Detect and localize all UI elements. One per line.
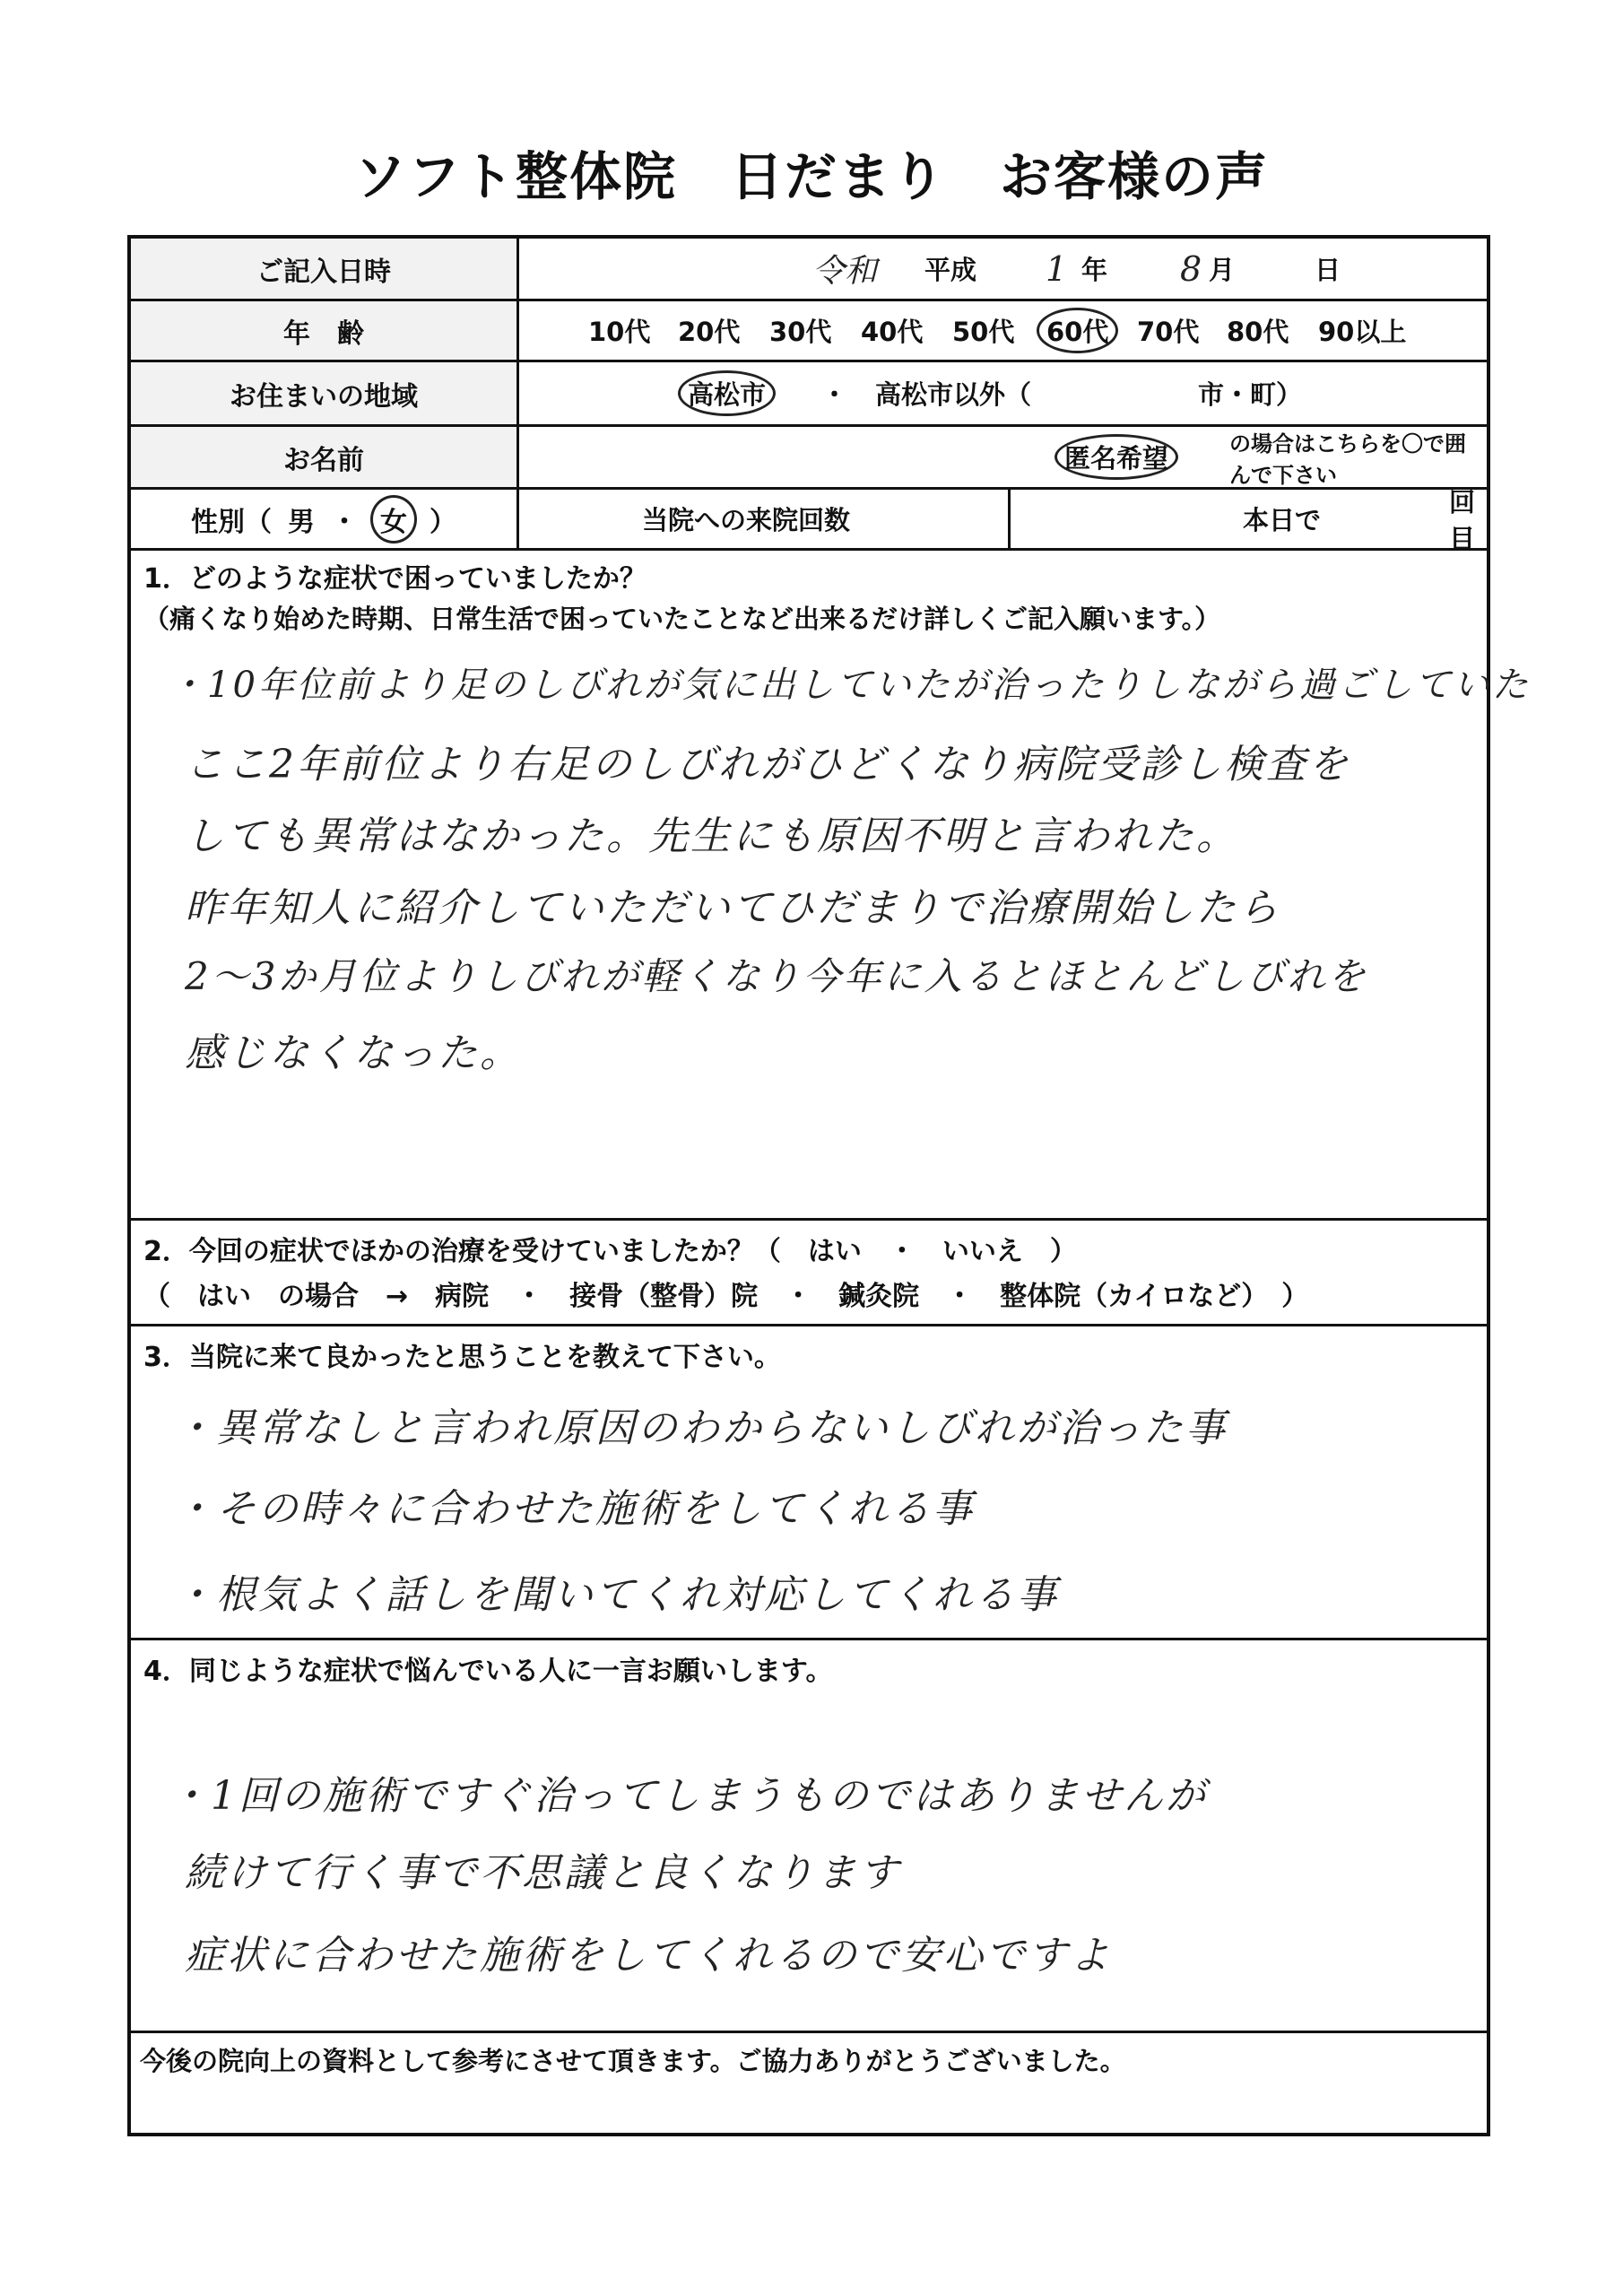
area-label: お住まいの地域 [131,362,519,424]
q1-answer-line: しても異常はなかった。先生にも原因不明と言われた。 [185,813,1238,859]
gender-suffix: ） [430,506,456,538]
q3-answer-line: ・根気よく話しを聞いてくれ対応してくれる事 [174,1572,1059,1618]
age-option: 30代 [769,317,832,347]
day-unit: 日 [1315,255,1341,285]
name-label: お名前 [131,427,519,487]
q4-answer-line: 続けて行く事で不思議と良くなります [185,1850,901,1896]
anonymous-option: 匿名希望 [1055,434,1178,480]
today-label: 本日で [1243,505,1322,535]
q1-answer-line: 2〜3か月位よりしびれが軽くなり今年に入るとほとんどしびれを [185,954,1368,998]
age-option: 80代 [1227,317,1289,347]
divider [131,1324,1487,1326]
month-written: 8 [1180,248,1202,289]
date-label: ご記入日時 [131,239,519,299]
area-row [131,362,1487,427]
gender-male: 男 [288,506,315,538]
q2-subheading: （ はい の場合 → 病院 ・ 接骨（整骨）院 ・ 鍼灸院 ・ 整体院（カイロなど） ） [143,1281,1309,1312]
q1-answer-line: 昨年知人に紹介していただいてひだまりで治療開始したら [185,885,1280,931]
area-option-other: 高松市以外（ [875,379,1032,410]
era-written: 令和 [812,253,878,290]
gender-label [131,490,519,548]
q4-answer-line: 症状に合わせた施術をしてくれるので安心ですよ [185,1933,1112,1979]
age-row [131,301,1487,362]
age-option: 10代 [588,317,651,347]
form-title: ソフト整体院 日だまり お客様の声 [353,146,1269,207]
q2-heading: 2．今回の症状でほかの治療を受けていましたか？（ はい ・ いいえ ） [143,1236,1077,1267]
gender-female-selected: 女 [370,495,417,544]
era-printed: 平成 [924,255,977,285]
q1-answer-line: 感じなくなった。 [185,1031,522,1076]
month-unit: 月 [1209,255,1236,285]
divider [131,1218,1487,1221]
gender-dot: ・ [331,506,358,538]
area-option-takamatsu: 高松市 [678,370,776,416]
year-written: 1 [1046,248,1068,289]
gender-row [131,486,1487,554]
q4-answer-line: ・1回の施術ですぐ治ってしまうものではありませんが [169,1773,1208,1819]
q3-heading: 3．当院に来て良かったと思うことを教えて下さい。 [143,1342,781,1373]
area-suffix: 市・町） [1198,379,1303,410]
visits-divider [1008,490,1011,551]
age-label: 年 齢 [131,301,519,360]
q3-answer-line: ・その時々に合わせた施術をしてくれる事 [174,1486,975,1532]
age-option: 20代 [678,317,741,347]
age-option: 40代 [861,317,924,347]
count-unit: 回目 [1449,486,1476,554]
visits-label: 当院への来院回数 [642,505,851,535]
divider [131,1638,1487,1640]
age-option: 50代 [952,317,1015,347]
age-option: 70代 [1137,317,1200,347]
form-footer: 今後の院向上の資料として参考にさせて頂きます。ご協力ありがとうございました。 [140,2046,1126,2076]
age-option-selected: 60代 [1037,308,1118,353]
survey-form [127,235,1531,2136]
q1-answer-line: ・10年位前より足のしびれが気に出していたが治ったりしながら過ごしていた [169,665,1531,706]
q1-answer-line: ここ2年前位より右足のしびれがひどくなり病院受診し検査を [185,742,1350,787]
q3-answer-line: ・異常なしと言われ原因のわからないしびれが治った事 [174,1405,1228,1451]
q4-heading: 4．同じような症状で悩んでいる人に一言お願いします。 [143,1656,833,1687]
anonymous-note: の場合はこちらを〇で囲んで下さい [1229,430,1466,488]
area-dot: ・ [821,379,848,410]
date-row [131,239,1487,301]
name-row [131,427,1487,490]
gender-prefix: 性別（ [191,506,272,538]
divider [131,2031,1487,2033]
q1-subheading: （痛くなり始めた時期、日常生活で困っていたことなど出来るだけ詳しくご記入願います。） [143,604,1221,634]
q1-heading: 1．どのような症状で困っていましたか？ [143,563,647,595]
age-option: 90以上 [1318,317,1407,347]
year-unit: 年 [1081,255,1108,285]
